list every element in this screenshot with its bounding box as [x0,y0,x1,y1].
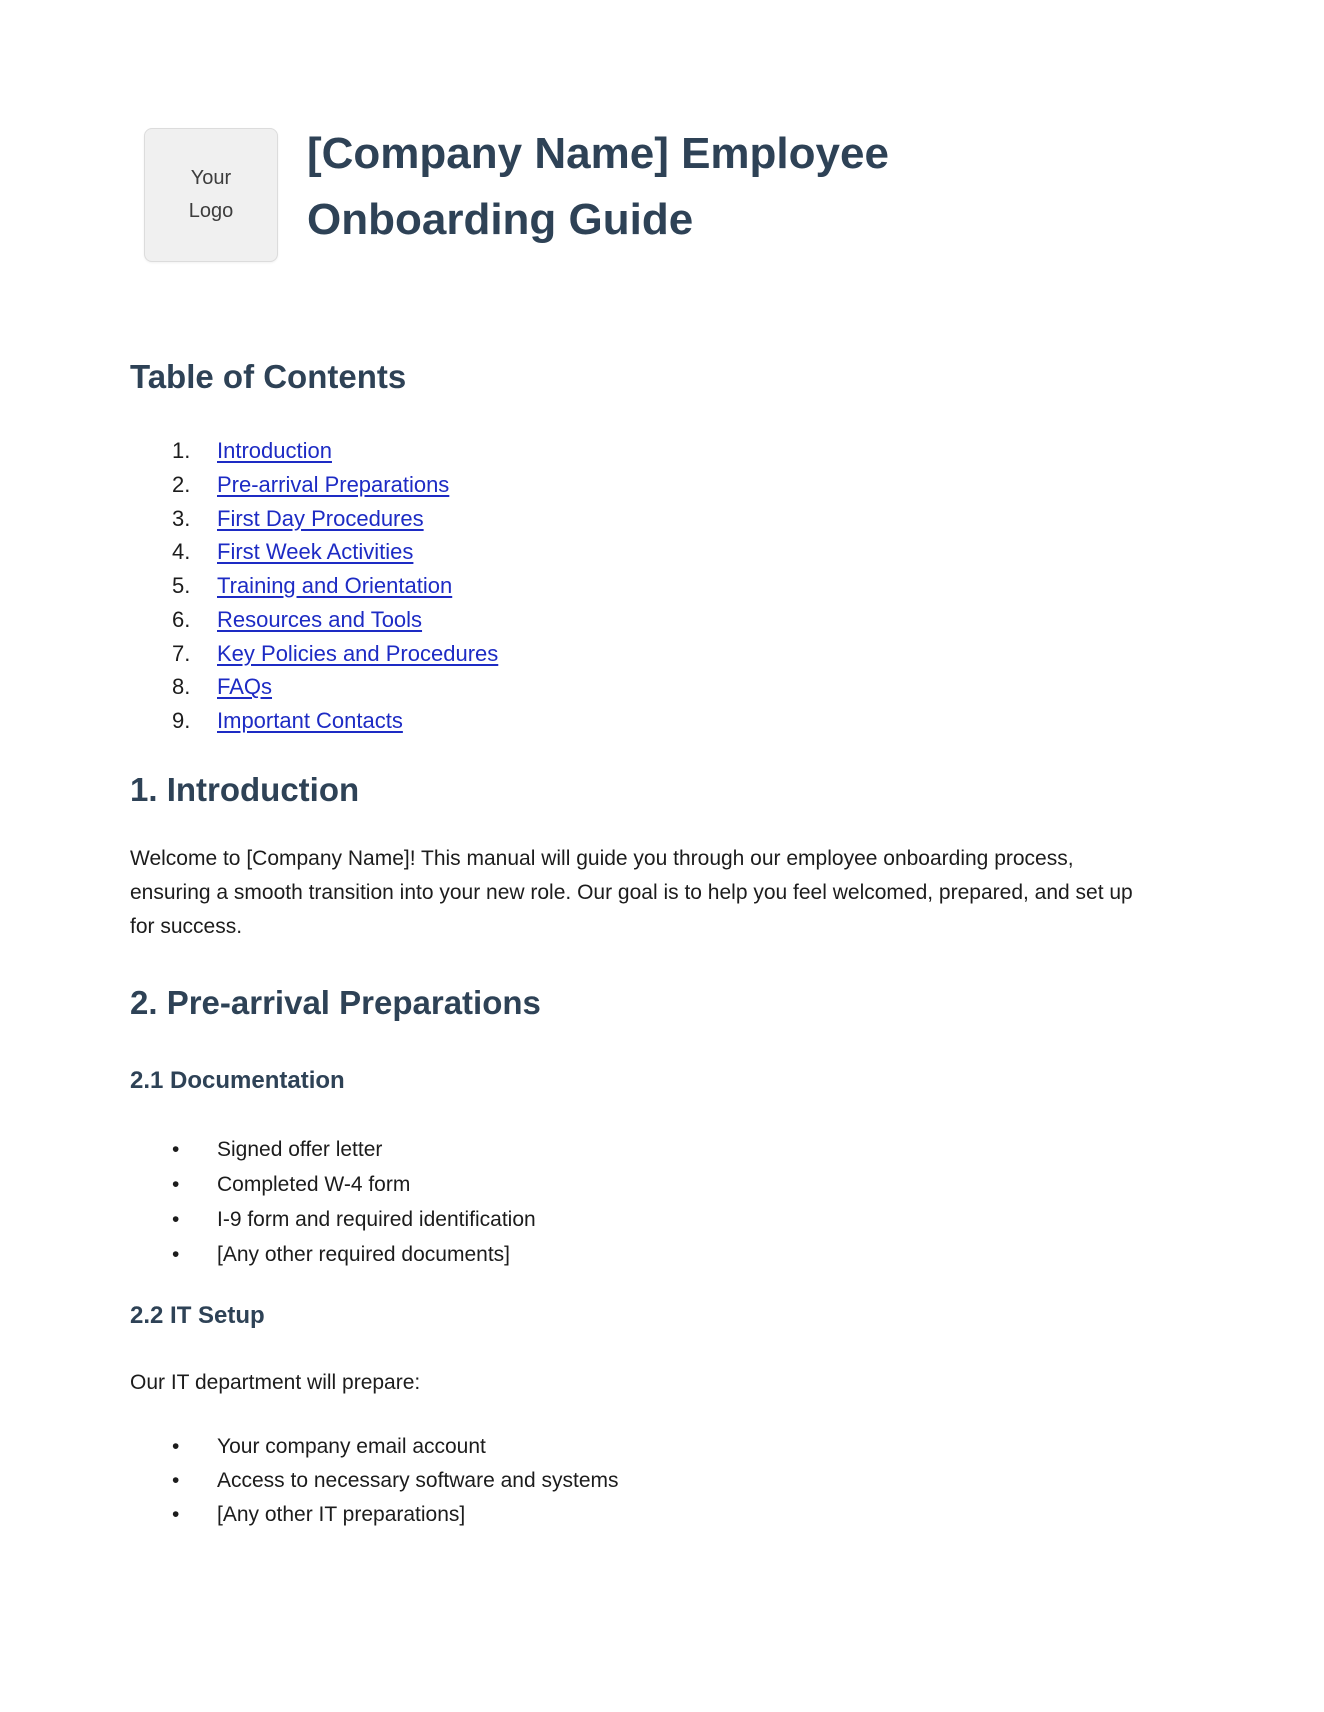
toc-item-number: 6. [172,606,191,632]
table-of-contents [172,434,498,738]
section-1-paragraph: Welcome to [Company Name]! This manual will guide you through our employee onboarding process, ensuring a smooth transition into your new role. Our goal is to help you feel welcomed, prepared, and set up for success. [130,847,1133,938]
list-item-text: Your company email account [217,1435,486,1458]
toc-link-training-and-orientation[interactable]: Training and Orientation [217,573,453,598]
list-item [172,1132,536,1167]
bullet-icon: • [172,1503,180,1526]
bullet-icon: • [172,1435,180,1458]
it-setup-bullet-list [172,1430,619,1532]
toc-link-pre-arrival-preparations[interactable]: Pre-arrival Preparations [217,471,450,497]
toc-link-faqs[interactable]: FAQs [217,674,273,700]
toc-link-important-contacts[interactable]: Important Contacts [217,708,403,733]
bullet-icon: • [172,1173,180,1196]
list-item [172,1237,536,1272]
section-2-2-intro: Our IT department will prepare: [130,1371,421,1394]
list-item [172,1167,536,1202]
toc-link-first-day-procedures[interactable]: First Day Procedures [217,505,424,531]
list-item [172,1498,619,1532]
toc-heading: Table of Contents [130,358,407,395]
bullet-icon: • [172,1138,180,1161]
toc-item-number: 8. [172,674,191,700]
toc-item [172,502,498,536]
logo-placeholder [144,128,278,262]
toc-item [172,535,498,569]
bullet-icon: • [172,1243,180,1266]
list-item-text: [Any other IT preparations] [217,1503,466,1526]
list-item-text: [Any other required documents] [217,1243,510,1266]
toc-item [172,468,498,502]
toc-item [172,434,498,468]
list-item [172,1430,619,1464]
toc-item-number: 4. [172,539,191,565]
toc-item-number: 5. [172,573,191,598]
list-item-text: Completed W-4 form [217,1173,411,1196]
logo-text-line1: Your [190,167,232,189]
toc-item-number: 9. [172,708,191,733]
toc-link-key-policies-and-procedures[interactable]: Key Policies and Procedures [217,640,499,666]
document-title-line2: Onboarding Guide [307,195,694,244]
toc-link-first-week-activities[interactable]: First Week Activities [217,539,414,565]
list-item-text: Signed offer letter [217,1138,383,1161]
section-1-heading: 1. Introduction [130,771,360,808]
documentation-bullet-list [172,1132,536,1272]
toc-link-introduction[interactable]: Introduction [217,438,332,463]
toc-item [172,603,498,637]
toc-item [172,670,498,704]
toc-item-number: 7. [172,640,191,666]
list-item [172,1464,619,1498]
list-item-text: Access to necessary software and systems [217,1469,619,1492]
toc-link-resources-and-tools[interactable]: Resources and Tools [217,606,423,632]
toc-item [172,704,498,738]
section-2-2-heading: 2.2 IT Setup [130,1302,265,1329]
bullet-icon: • [172,1469,180,1492]
toc-item-number: 1. [172,438,191,463]
section-2-heading: 2. Pre-arrival Preparations [130,984,541,1021]
document-header [144,128,889,262]
document-title-line1: [Company Name] Employee [307,129,889,178]
toc-item-number: 2. [172,471,191,497]
section-2-1-heading: 2.1 Documentation [130,1067,345,1094]
list-item-text: I-9 form and required identification [217,1208,536,1231]
logo-text-line2: Logo [188,200,234,222]
toc-item [172,569,498,603]
toc-item-number: 3. [172,505,191,531]
document-title [307,121,889,253]
bullet-icon: • [172,1208,180,1231]
toc-item [172,637,498,671]
list-item [172,1202,536,1237]
